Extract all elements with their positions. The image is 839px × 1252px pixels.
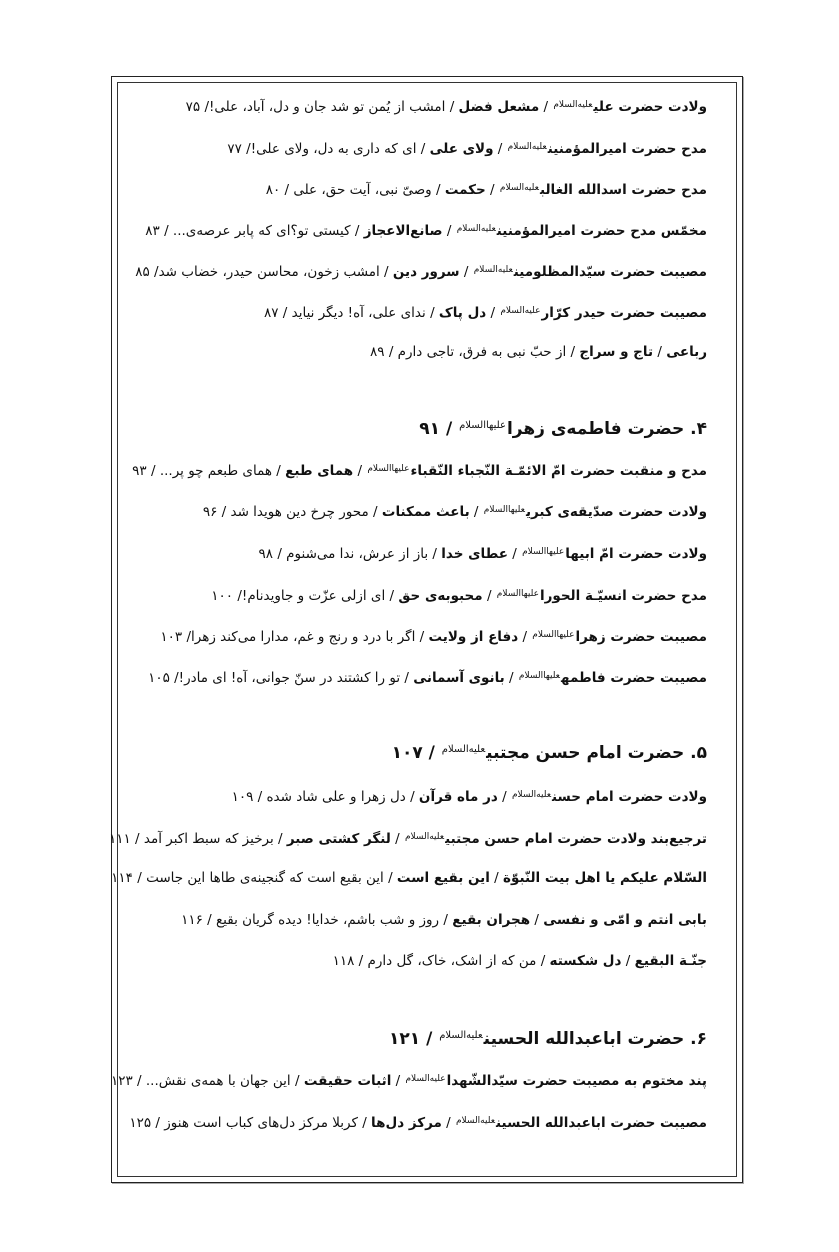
heading-text: ۶. حضرت اباعبدالله الحسین: [483, 1029, 707, 1049]
entry-separator: /: [621, 953, 635, 969]
entry-title: باعث ممکنات: [381, 504, 470, 520]
entry-occasion: مصیبت حضرت فاطمه: [561, 670, 707, 686]
honorific-ligature-icon: علیه‌السلام: [499, 183, 539, 193]
heading-text: ۴. حضرت فاطمه‌ی زهرا: [506, 419, 707, 439]
section-heading: [419, 414, 707, 441]
honorific-ligature-icon: علیه‌السلام: [439, 1030, 483, 1041]
entry-separator: /: [353, 463, 367, 479]
entry-occasion: رباعی: [666, 344, 707, 360]
entry-separator: /: [504, 670, 518, 686]
honorific-ligature-icon: علیهاالسلام: [532, 630, 575, 640]
entry-title: همای طبع: [285, 463, 354, 479]
entry-first-line-and-page: / من که از اشک، خاک، گل دارم / ۱۱۸: [332, 953, 550, 969]
entry-separator: /: [507, 546, 522, 562]
toc-entry[interactable]: [211, 584, 707, 606]
entry-occasion: ولادت حضرت صدّیقه‌ی کبری: [525, 504, 707, 520]
section-heading: [389, 1024, 707, 1051]
entry-separator: /: [469, 504, 483, 520]
entry-first-line-and-page: / ای ازلی عزّت و جاویدنام!/ ۱۰۰: [211, 588, 399, 604]
entry-occasion: ترجیع‌بند ولادت حضرت امام حسن مجتبی: [445, 831, 707, 847]
entry-first-line-and-page: / باز از عرش، ندا می‌شنوم / ۹۸: [258, 546, 442, 562]
entry-occasion: مصیبت حضرت زهرا: [575, 629, 707, 645]
entry-occasion: ولادت حضرت علی: [593, 99, 707, 115]
entry-title: دفاع از ولایت: [428, 629, 519, 645]
honorific-ligature-icon: علیه‌السلام: [511, 790, 552, 800]
entry-occasion: السّلام علیکم یا اهل بیت النّبوّة: [503, 870, 707, 886]
toc-entry[interactable]: [132, 459, 707, 481]
entry-first-line-and-page: / محور چرخ دین هویدا شد / ۹۶: [202, 504, 382, 520]
entry-separator: /: [497, 789, 511, 805]
toc-entry[interactable]: [181, 910, 707, 930]
entry-title: دل شکسته: [549, 953, 622, 969]
toc-entry[interactable]: [148, 666, 707, 688]
entry-title: دل پاک: [438, 305, 487, 321]
entry-first-line-and-page: / اگر با درد و رنج و غم، مدارا می‌کند زهرا/ ۱۰۳: [160, 629, 429, 645]
entry-occasion: بابی انتم و امّی و نفسی: [543, 912, 707, 928]
entry-occasion: مدح حضرت امیرالمؤمنین: [547, 141, 707, 157]
entry-separator: /: [653, 344, 667, 360]
entry-occasion: ولادت حضرت امام حسن: [552, 789, 707, 805]
honorific-ligature-icon: علیه‌السلام: [500, 306, 541, 316]
honorific-ligature-icon: علیه‌السلام: [405, 1074, 446, 1084]
entry-first-line-and-page: / کربلا مرکز دل‌های کباب است هنوز / ۱۲۵: [129, 1115, 372, 1131]
toc-entry[interactable]: [111, 1069, 707, 1091]
honorific-ligature-icon: علیهاالسلام: [483, 505, 525, 515]
entry-occasion: مدح حضرت انسیّـة الحورا: [539, 588, 707, 604]
entry-occasion: مخمّس مدح حضرت امیرالمؤمنین: [496, 223, 707, 239]
entry-title: مشعل فضل: [458, 99, 540, 115]
entry-first-line-and-page: / روز و شب باشم، خدایا! دیده گریان بقیع / ۱۱۶: [181, 912, 453, 928]
entry-first-line-and-page: / ندای علی، آه! دیگر نیاید / ۸۷: [263, 305, 439, 321]
entry-title: ولای علی: [429, 141, 494, 157]
entry-first-line-and-page: / تو را کشتند در سنّ جوانی، آه! ای مادر!/ ۱۰۵: [148, 670, 414, 686]
honorific-ligature-icon: علیه‌السلام: [456, 224, 496, 234]
entry-separator: /: [486, 305, 500, 321]
entry-first-line-and-page: / امشب از یُمن تو شد جان و دل، آباد، علی!/ ۷۵: [185, 99, 459, 115]
heading-text: ۵. حضرت امام حسن مجتبی: [486, 743, 707, 763]
honorific-ligature-icon: علیه‌السلام: [441, 744, 486, 755]
entry-title: هجران بقیع: [452, 912, 531, 928]
entry-title: مرکز دل‌ها: [371, 1115, 442, 1131]
entry-occasion: پند مختوم به مصیبت حضرت سیّدالشّهدا: [446, 1073, 707, 1089]
honorific-ligature-icon: علیهاالسلام: [459, 420, 506, 431]
entry-title: سرور دین: [392, 264, 460, 280]
entry-separator: /: [518, 629, 532, 645]
entry-first-line-and-page: / همای طبعم چو پر... / ۹۳: [132, 463, 286, 479]
entry-first-line-and-page: / برخیز که سبط اکبر آمد / ۱۱۱: [108, 831, 287, 847]
toc-entry[interactable]: [333, 951, 707, 971]
heading-page-number: / ۱۲۱: [389, 1029, 439, 1049]
toc-entry[interactable]: [135, 260, 707, 282]
honorific-ligature-icon: علیه‌السلام: [455, 1116, 496, 1126]
toc-entry[interactable]: [203, 500, 707, 522]
honorific-ligature-icon: علیه‌السلام: [553, 100, 593, 110]
entry-title: لنگر کشتی صبر: [286, 831, 391, 847]
heading-page-number: / ۹۱: [419, 419, 459, 439]
toc-entry[interactable]: [186, 95, 707, 117]
entry-occasion: مدح حضرت اسدالله الغالب: [539, 182, 707, 198]
entry-occasion: مصیبت حضرت سیّدالمظلومین: [513, 264, 707, 280]
honorific-ligature-icon: علیهاالسلام: [522, 547, 565, 557]
toc-entry[interactable]: [227, 137, 707, 159]
toc-entry[interactable]: [232, 785, 707, 807]
entry-separator: /: [530, 912, 544, 928]
entry-separator: /: [459, 264, 473, 280]
entry-separator: /: [493, 141, 507, 157]
entry-occasion: مدح و منقبت حضرت امّ الائمّـة النّجباء النّقباء: [410, 463, 707, 479]
entry-separator: /: [391, 1073, 405, 1089]
toc-entry[interactable]: [129, 1111, 707, 1133]
entry-title: در ماه قرآن: [418, 789, 498, 805]
toc-entry[interactable]: [370, 342, 707, 362]
toc-entry[interactable]: [259, 542, 707, 564]
entry-occasion: جنّـة البقیع: [634, 953, 707, 969]
entry-title: اثبات حقیقت: [303, 1073, 392, 1089]
entry-title: عطای خدا: [441, 546, 508, 562]
toc-entry[interactable]: [145, 219, 707, 241]
toc-entry[interactable]: [266, 178, 707, 200]
entry-first-line-and-page: / وصیّ نبی، آیت حق، علی / ۸۰: [265, 182, 445, 198]
entry-first-line-and-page: / از حبّ نبی به فرق، تاجی دارم / ۸۹: [370, 344, 580, 360]
toc-entry[interactable]: [264, 301, 707, 323]
toc-entry[interactable]: [160, 625, 707, 647]
honorific-ligature-icon: علیهاالسلام: [367, 464, 410, 474]
entry-title: بانوی آسمانی: [413, 670, 505, 686]
entry-separator: /: [441, 1115, 455, 1131]
entry-occasion: مصیبت حضرت اباعبدالله الحسین: [496, 1115, 707, 1131]
entry-first-line-and-page: / دل زهرا و علی شاد شده / ۱۰۹: [231, 789, 419, 805]
entry-first-line-and-page: / امشب زخون، محاسن حیدر، خضاب شد/ ۸۵: [135, 264, 393, 280]
entry-occasion: مصیبت حضرت حیدر کرّار: [541, 305, 707, 321]
entry-title: تاج و سراج: [579, 344, 654, 360]
heading-page-number: / ۱۰۷: [391, 743, 441, 763]
honorific-ligature-icon: علیه‌السلام: [404, 832, 445, 842]
entry-title: این بقیع است: [396, 870, 490, 886]
entry-title: محبوبه‌ی حق: [398, 588, 483, 604]
honorific-ligature-icon: علیهاالسلام: [496, 589, 539, 599]
entry-first-line-and-page: / این بقیع است که گنجینه‌ی طاها این جاست / ۱۱۴: [111, 870, 397, 886]
honorific-ligature-icon: علیه‌السلام: [473, 265, 513, 275]
section-heading: [392, 738, 707, 765]
entry-first-line-and-page: / ای که داری به دل، ولای علی!/ ۷۷: [227, 141, 430, 157]
toc-entry[interactable]: [109, 827, 707, 849]
honorific-ligature-icon: علیهاالسلام: [518, 671, 561, 681]
entry-title: حکمت: [444, 182, 486, 198]
entry-title: صانع‌الاعجاز: [363, 223, 443, 239]
entry-separator: /: [485, 182, 499, 198]
entry-separator: /: [390, 831, 404, 847]
toc-entry[interactable]: [111, 868, 707, 888]
entry-separator: /: [539, 99, 553, 115]
entry-separator: /: [442, 223, 456, 239]
entry-occasion: ولادت حضرت امّ ابیها: [565, 546, 707, 562]
entry-first-line-and-page: / کیستی تو؟ای که پابر عرصه‌ی... / ۸۳: [145, 223, 364, 239]
entry-separator: /: [489, 870, 504, 886]
honorific-ligature-icon: علیه‌السلام: [507, 142, 547, 152]
entry-separator: /: [482, 588, 496, 604]
entry-first-line-and-page: / این جهان با همه‌ی نقش... / ۱۲۳: [110, 1073, 304, 1089]
